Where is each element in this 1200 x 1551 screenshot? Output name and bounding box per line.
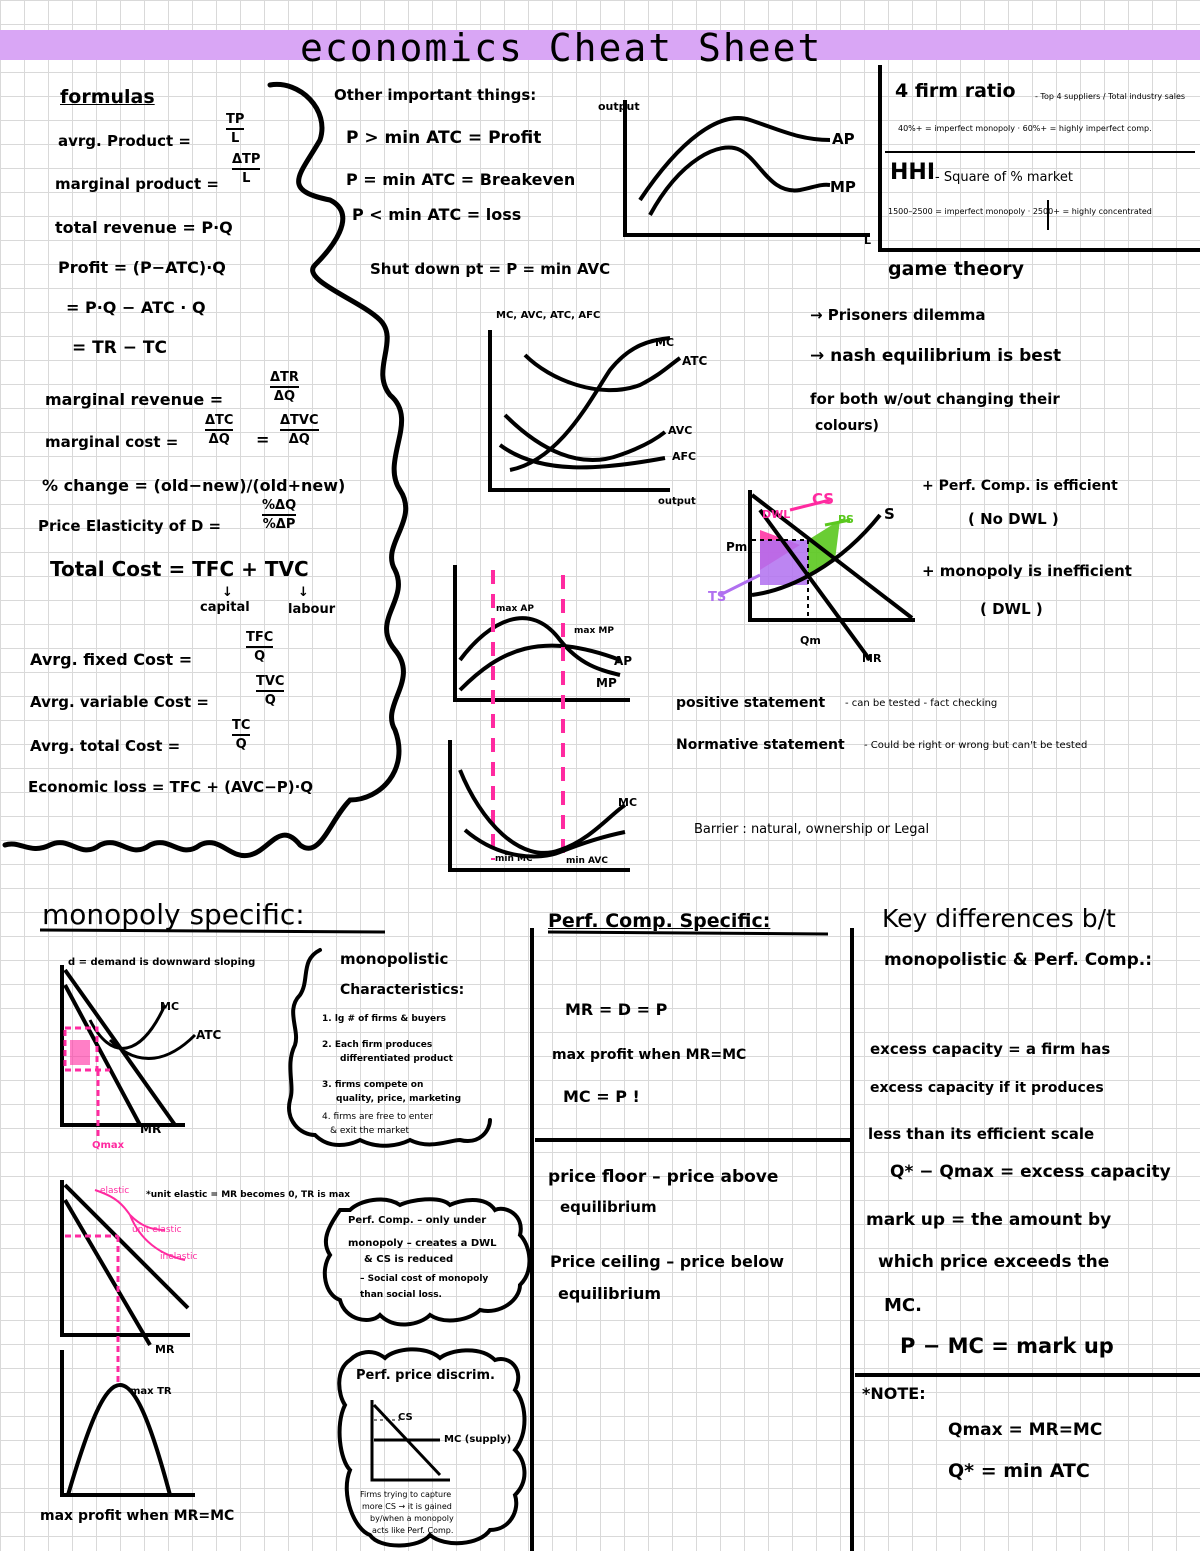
product-mp-label: MP	[596, 676, 617, 690]
price-floor-b: equilibrium	[560, 1198, 657, 1216]
monopoly-specific-heading: monopoly specific:	[42, 898, 305, 931]
qmax-equation: Qmax = MR=MC	[948, 1420, 1103, 1440]
cost2-minavc-label: min AVC	[566, 856, 608, 866]
profit-formula-3: = TR − TC	[72, 338, 168, 358]
mono-max-profit: max profit when MR=MC	[40, 1508, 235, 1524]
monopolistic-c1: 1. lg # of firms & buyers	[322, 1014, 446, 1024]
economic-loss-formula: Economic loss = TFC + (AVC−P)·Q	[28, 778, 314, 796]
avg-variable-cost-label: Avrg. variable Cost =	[30, 693, 209, 711]
avg-total-cost-label: Avrg. total Cost =	[30, 737, 181, 755]
markup-1: mark up = the amount by	[866, 1210, 1112, 1230]
key-diff-heading-2: monopolistic & Perf. Comp.:	[884, 950, 1152, 970]
markup-formula: P − MC = mark up	[900, 1334, 1114, 1358]
shutdown-rule: Shut down pt = P = min AVC	[370, 260, 611, 278]
cost-curves-ylabel: MC, AVC, ATC, AFC	[496, 310, 601, 321]
product-ap-label: AP	[614, 654, 633, 668]
marginal-revenue-fraction: ΔTR ΔQ	[270, 370, 299, 404]
ap-mp-xlabel: L	[864, 234, 872, 247]
formulas-heading: formulas	[60, 86, 155, 108]
marginal-product-label: marginal product =	[55, 175, 219, 193]
firm-ratio-line2: 40%+ = imperfect monopoly · 60%+ = highly imperfect comp.	[898, 124, 1152, 133]
capital-label-text: capital	[200, 600, 250, 615]
total-cost-formula: Total Cost = TFC + TVC	[50, 557, 309, 581]
avg-fixed-cost-label: Avrg. fixed Cost =	[30, 650, 193, 669]
marginal-cost-label: marginal cost =	[45, 433, 179, 451]
marginal-revenue-label: marginal revenue =	[45, 390, 224, 409]
pm-label: Pm	[726, 540, 748, 554]
monopolistic-c2: 2. Each firm produces	[322, 1040, 433, 1050]
marginal-product-fraction: ΔTP L	[232, 152, 261, 186]
excess-capacity-3: less than its efficient scale	[868, 1125, 1095, 1143]
monopolistic-c4: 4. firms are free to enter	[322, 1112, 433, 1122]
s-label: S	[884, 505, 895, 523]
perf-note-l1: Perf. Comp. – only under	[348, 1215, 487, 1226]
profit-rule: P > min ATC = Profit	[346, 128, 542, 148]
perf-comp-eq: MR = D = P	[565, 1000, 668, 1019]
marginal-cost-fraction-1: ΔTC ΔQ	[205, 413, 234, 447]
product-maxmp-label: max MP	[574, 626, 614, 636]
price-discrim-note-2: more CS → it is gained	[362, 1502, 452, 1511]
avc-label: AVC	[668, 424, 693, 437]
key-diff-heading: Key differences b/t	[882, 904, 1116, 933]
perf-note-l5: than social loss.	[360, 1290, 442, 1300]
mc-label: MC	[655, 336, 675, 349]
excess-capacity-formula: Q* − Qmax = excess capacity	[890, 1162, 1171, 1182]
marginal-cost-fraction-2: ΔTVC ΔQ	[280, 413, 319, 447]
ap-mp-graph	[625, 100, 870, 235]
monopolistic-heading: monopolistic	[340, 950, 449, 968]
demand-note: d = demand is downward sloping	[68, 957, 256, 968]
perf-note-l3: & CS is reduced	[364, 1254, 454, 1265]
mono-qmax-label: Qmax	[92, 1140, 125, 1151]
ps-label: PS	[838, 513, 854, 526]
other-important-heading: Other important things:	[334, 86, 537, 104]
avg-total-cost-fraction: TC Q	[232, 718, 251, 752]
price-discrim-note-4: acts like Perf. Comp.	[372, 1526, 454, 1535]
price-ceiling: Price ceiling – price below	[550, 1252, 785, 1271]
mono-atc-label: ATC	[196, 1028, 222, 1042]
page-title: economics Cheat Sheet	[300, 26, 823, 70]
excess-capacity-2: excess capacity if it produces	[870, 1080, 1104, 1096]
markup-3: MC.	[884, 1295, 922, 1316]
price-elasticity-fraction: %ΔQ %ΔP	[262, 498, 297, 532]
game-theory-item-3: for both w/out changing their	[810, 390, 1060, 408]
price-discrim-note-3: by/when a monopoly	[370, 1514, 454, 1523]
barrier-note: Barrier : natural, ownership or Legal	[694, 822, 930, 837]
equals-sign: =	[256, 430, 270, 449]
monopolistic-c4b: & exit the market	[330, 1126, 410, 1136]
monopoly-graph-3	[62, 1350, 195, 1495]
labour-label-arrow: ↓	[298, 585, 309, 600]
monopolistic-c3: 3. firms compete on	[322, 1080, 424, 1090]
game-theory-heading: game theory	[888, 258, 1025, 280]
hhi-ranges: 1500–2500 = imperfect monopoly · 2500+ = highly concentrated	[888, 207, 1152, 216]
capital-label: ↓	[222, 585, 233, 600]
cost-graph-2	[450, 740, 630, 870]
product-maxap-label: max AP	[496, 604, 534, 614]
game-theory-item-1: → Prisoners dilemma	[810, 306, 986, 324]
product-graph	[455, 565, 633, 860]
dwl-label: DWL	[762, 508, 791, 521]
qm-label: Qm	[800, 634, 821, 647]
loss-rule: P < min ATC = loss	[352, 205, 522, 224]
percent-change-formula: % change = (old−new)/(old+new)	[42, 476, 346, 495]
qstar-equation: Q* = min ATC	[948, 1460, 1090, 1482]
positive-statement-label: positive statement	[676, 695, 826, 711]
note-heading: *NOTE:	[862, 1384, 926, 1403]
avg-fixed-cost-fraction: TFC Q	[246, 630, 274, 664]
perf-comp-max-profit: max profit when MR=MC	[552, 1047, 747, 1063]
excess-capacity-1: excess capacity = a firm has	[870, 1040, 1111, 1058]
ap-label: AP	[832, 130, 855, 148]
unit-elastic-note: *unit elastic = MR becomes 0, TR is max	[146, 1190, 351, 1200]
cost-curves-graph	[490, 330, 680, 490]
perf-comp-mc-p: MC = P !	[563, 1087, 640, 1106]
breakeven-rule: P = min ATC = Breakeven	[346, 170, 576, 189]
profit-formula-1: Profit = (P−ATC)·Q	[58, 258, 226, 277]
unit-elastic-label: unit elastic	[132, 1225, 182, 1235]
afc-label: AFC	[672, 450, 697, 463]
monopolistic-c3b: quality, price, marketing	[336, 1094, 462, 1104]
hhi-label: HHI	[890, 160, 936, 185]
game-theory-item-3b: colours)	[815, 418, 879, 434]
cs-label: CS	[812, 490, 835, 508]
perf-comp-heading: Perf. Comp. Specific:	[548, 910, 771, 932]
price-elasticity-label: Price Elasticity of D =	[38, 517, 222, 535]
monopolistic-c2b: differentiated product	[340, 1054, 453, 1064]
ap-mp-ylabel: output	[598, 100, 640, 113]
cost2-minmc-label: min MC	[495, 854, 533, 864]
monopoly-inefficient: + monopoly is inefficient	[922, 562, 1132, 580]
markup-2: which price exceeds the	[878, 1252, 1110, 1272]
max-tr-label: max TR	[130, 1386, 172, 1397]
firm-ratio-desc: - Top 4 suppliers / Total industry sales	[1035, 92, 1186, 101]
price-ceiling-b: equilibrium	[558, 1284, 662, 1303]
avg-variable-cost-fraction: TVC Q	[256, 674, 285, 708]
mono-mr-label-2: MR	[155, 1343, 175, 1356]
monopolistic-heading-2: Characteristics:	[340, 982, 465, 998]
labour-label-text: labour	[288, 602, 336, 617]
profit-formula-2: = P·Q − ATC · Q	[66, 298, 206, 317]
normative-statement-desc: - Could be right or wrong but can't be tested	[864, 740, 1088, 751]
perf-comp-efficient-b: ( No DWL )	[968, 510, 1059, 528]
price-discrim-cs: CS	[398, 1412, 413, 1423]
firm-ratio-heading: 4 firm ratio	[895, 80, 1016, 102]
atc-label: ATC	[682, 354, 708, 368]
mono-mr-label: MR	[140, 1122, 162, 1136]
cost2-mc-label: MC	[618, 796, 638, 809]
elastic-label: elastic	[100, 1186, 130, 1196]
welfare-mr-label: MR	[862, 652, 882, 665]
perf-comp-efficient: + Perf. Comp. is efficient	[922, 478, 1118, 494]
perf-note-l2: monopoly – creates a DWL	[348, 1238, 497, 1249]
cost-curves-xlabel: output	[658, 496, 696, 507]
monopoly-graph-1	[62, 965, 195, 1140]
price-discrim-heading: Perf. price discrim.	[356, 1368, 495, 1383]
perf-note-l4: – Social cost of monopoly	[360, 1274, 489, 1284]
ts-label: TS	[708, 590, 727, 605]
price-floor: price floor – price above	[548, 1167, 779, 1187]
price-discrim-mc: MC (supply)	[444, 1434, 512, 1445]
normative-statement-label: Normative statement	[676, 737, 845, 753]
mono-mc-label: MC	[160, 1000, 180, 1013]
hhi-desc: - Square of % market	[935, 170, 1074, 185]
price-discrim-note-1: Firms trying to capture	[360, 1490, 452, 1499]
avg-product-fraction: TP L	[226, 112, 245, 146]
total-revenue-formula: total revenue = P·Q	[55, 218, 233, 237]
inelastic-label: inelastic	[160, 1252, 198, 1262]
game-theory-item-2: → nash equilibrium is best	[810, 346, 1062, 366]
mp-label: MP	[830, 178, 856, 196]
avg-product-label: avrg. Product =	[58, 132, 191, 150]
positive-statement-desc: - can be tested - fact checking	[845, 698, 998, 709]
monopoly-inefficient-b: ( DWL )	[980, 600, 1043, 618]
